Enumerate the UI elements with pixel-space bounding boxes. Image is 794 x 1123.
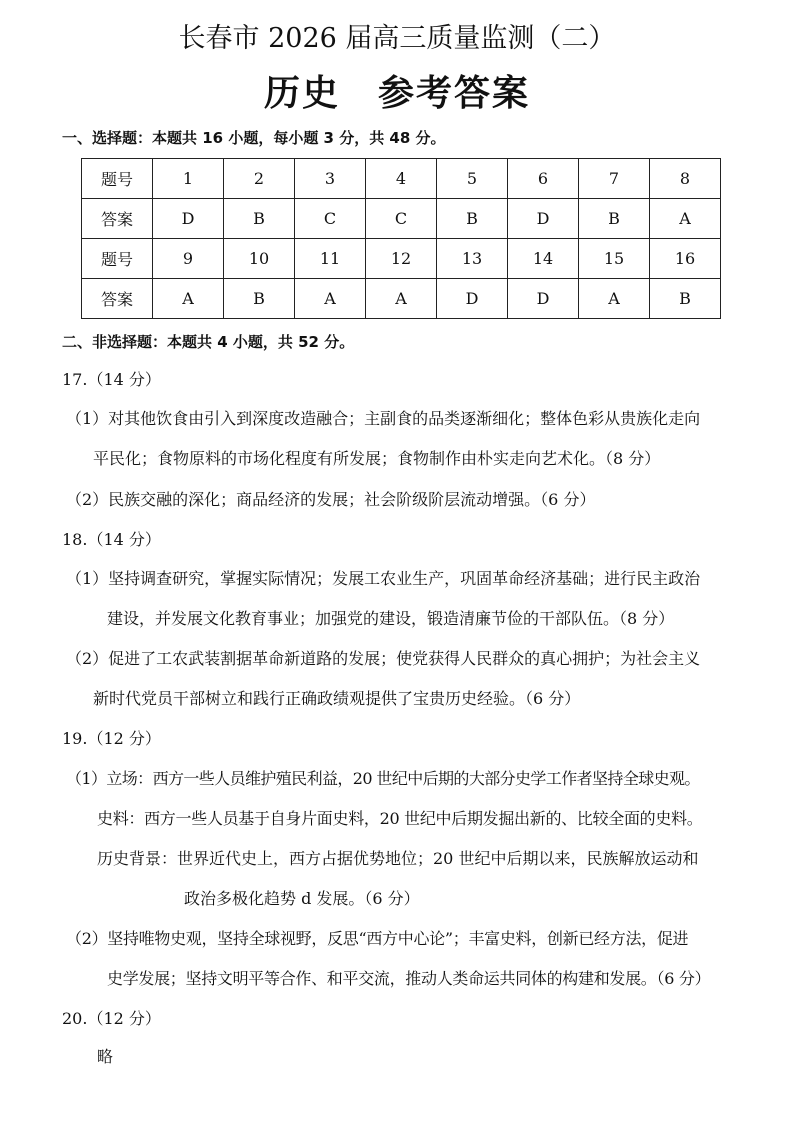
answer-cell: B	[437, 199, 508, 239]
answer-cell: C	[295, 199, 366, 239]
q19-number: 19.（12 分）	[62, 729, 161, 748]
question-number: 1	[153, 159, 224, 199]
question-number: 10	[224, 239, 295, 279]
q20-number: 20.（12 分）	[62, 1009, 161, 1028]
section1-heading: 一、选择题：本题共 16 小题，每小题 3 分，共 48 分。	[62, 129, 446, 147]
answer-cell: C	[366, 199, 437, 239]
question-number: 9	[153, 239, 224, 279]
answer-table	[81, 158, 721, 319]
row-label: 答案	[82, 279, 153, 319]
table-row	[82, 279, 721, 319]
question-number: 11	[295, 239, 366, 279]
question-number: 12	[366, 239, 437, 279]
q19-part1-sources: 史料：西方一些人员基于自身片面史料，20 世纪中后期发掘出新的、比较全面的史料。	[97, 809, 703, 828]
answer-cell: B	[650, 279, 721, 319]
row-label: 答案	[82, 199, 153, 239]
q19-part2-line2: 史学发展；坚持文明平等合作、和平交流，推动人类命运共同体的构建和发展。（6 分）	[107, 969, 711, 988]
answer-cell: D	[508, 199, 579, 239]
q19-part2-line1: （2）坚持唯物史观，坚持全球视野，反思“西方中心论”；丰富史料，创新已经方法，促进	[66, 929, 689, 948]
question-number: 8	[650, 159, 721, 199]
q18-part1-line1: （1）坚持调查研究，掌握实际情况；发展工农业生产，巩固革命经济基础；进行民主政治	[66, 569, 701, 588]
question-number: 14	[508, 239, 579, 279]
question-number: 3	[295, 159, 366, 199]
table-row	[82, 239, 721, 279]
answer-cell: B	[224, 279, 295, 319]
question-number: 7	[579, 159, 650, 199]
answer-cell: A	[295, 279, 366, 319]
question-number: 4	[366, 159, 437, 199]
q17-part1-line1: （1）对其他饮食由引入到深度改造融合；主副食的品类逐渐细化；整体色彩从贵族化走向	[66, 409, 701, 428]
question-number: 5	[437, 159, 508, 199]
question-number: 15	[579, 239, 650, 279]
answer-cell: B	[579, 199, 650, 239]
answer-cell: A	[579, 279, 650, 319]
q19-part1-background: 历史背景：世界近代史上，西方占据优势地位；20 世纪中后期以来，民族解放运动和	[97, 849, 699, 868]
question-number: 6	[508, 159, 579, 199]
page-title: 长春市 2026 届高三质量监测（二）	[178, 23, 616, 54]
answer-cell: A	[650, 199, 721, 239]
question-number: 2	[224, 159, 295, 199]
q18-part1-line2: 建设，并发展文化教育事业；加强党的建设，锻造清廉节俭的干部队伍。（8 分）	[107, 609, 675, 628]
question-number: 16	[650, 239, 721, 279]
question-number: 13	[437, 239, 508, 279]
answer-cell: D	[437, 279, 508, 319]
table-row	[82, 159, 721, 199]
q18-part2-line2: 新时代党员干部树立和践行正确政绩观提供了宝贵历史经验。（6 分）	[93, 689, 581, 708]
page-subtitle: 历史 参考答案	[263, 72, 530, 114]
q18-number: 18.（14 分）	[62, 530, 161, 549]
row-label: 题号	[82, 239, 153, 279]
q19-part1-background-cont: 政治多极化趋势 d 发展。（6 分）	[184, 889, 420, 908]
answer-cell: B	[224, 199, 295, 239]
answer-cell: A	[153, 279, 224, 319]
q19-part1-stance: （1）立场：西方一些人员维护殖民利益，20 世纪中后期的大部分史学工作者坚持全球史观。	[66, 769, 700, 788]
table-row	[82, 199, 721, 239]
q18-part2-line1: （2）促进了工农武装割据革命新道路的发展；使党获得人民群众的真心拥护；为社会主义	[66, 649, 701, 668]
q17-part1-line2: 平民化；食物原料的市场化程度有所发展；食物制作由朴实走向艺术化。（8 分）	[93, 449, 661, 468]
row-label: 题号	[82, 159, 153, 199]
section2-heading: 二、非选择题：本题共 4 小题，共 52 分。	[62, 333, 355, 351]
answer-cell: A	[366, 279, 437, 319]
q20-answer: 略	[97, 1047, 114, 1066]
q17-number: 17.（14 分）	[62, 370, 161, 389]
answer-cell: D	[153, 199, 224, 239]
answer-cell: D	[508, 279, 579, 319]
q17-part2: （2）民族交融的深化；商品经济的发展；社会阶级阶层流动增强。（6 分）	[66, 490, 596, 509]
